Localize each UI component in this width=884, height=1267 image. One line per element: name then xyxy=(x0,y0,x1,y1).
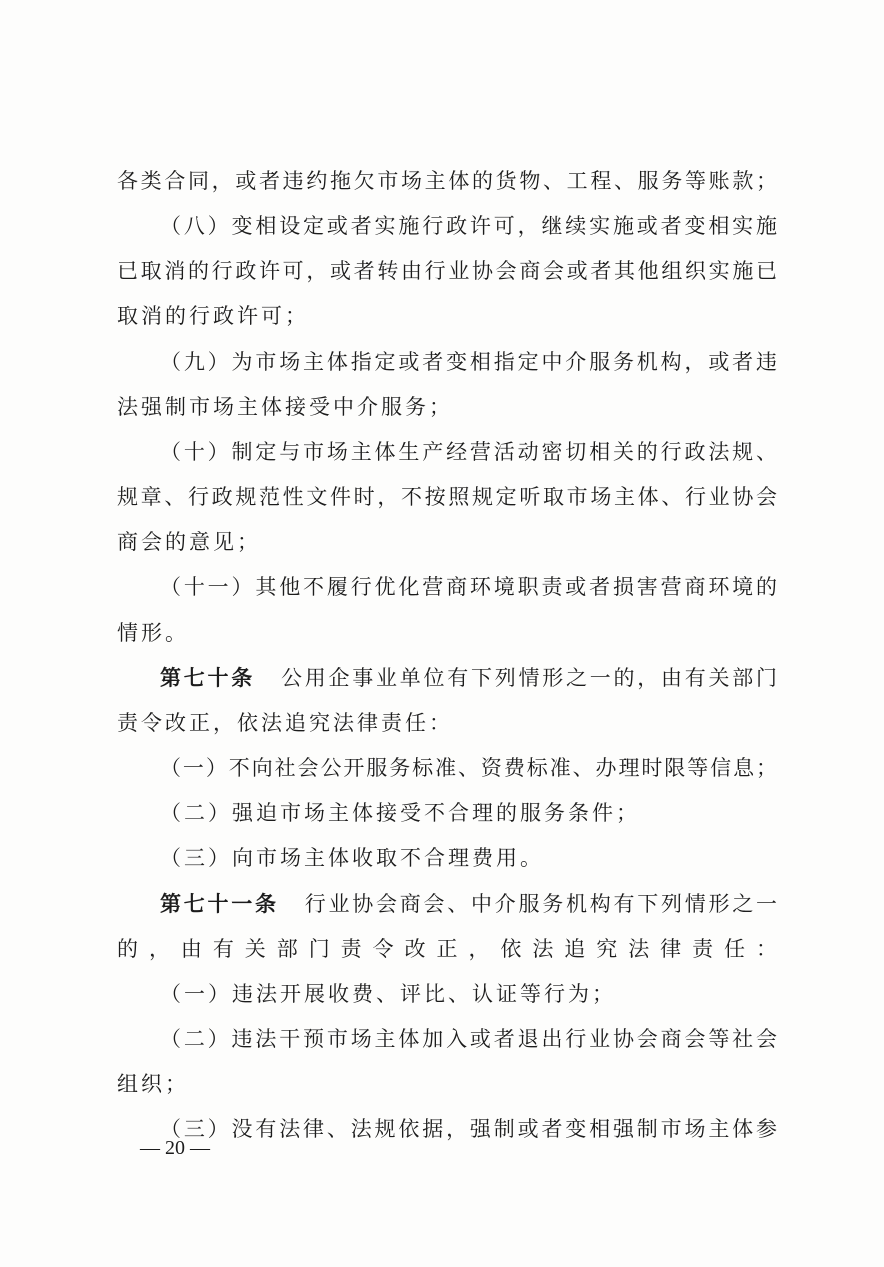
line-text: 规章、行政规范性文件时，不按照规定听取市场主体、行业协会 xyxy=(117,485,777,509)
list-item-three xyxy=(160,843,777,873)
line-text: （二）强迫市场主体接受不合理的服务条件； xyxy=(160,801,640,825)
article-71-number: 第七十一条 xyxy=(160,891,279,916)
list-item-two xyxy=(160,1024,777,1054)
line-text: （一）不向社会公开服务标准、资费标准、办理时限等信息； xyxy=(160,756,777,780)
list-item-three xyxy=(160,1114,777,1144)
page-number xyxy=(140,1135,210,1161)
text-line xyxy=(117,708,777,738)
list-item-one xyxy=(160,753,777,783)
line-text: 已取消的行政许可，或者转由行业协会商会或者其他组织实施已 xyxy=(117,259,777,283)
article-70-heading-line xyxy=(160,663,777,693)
text-line xyxy=(117,392,777,422)
line-text: 法强制市场主体接受中介服务； xyxy=(117,395,453,419)
list-item-ten xyxy=(160,437,777,467)
text-line xyxy=(117,934,777,964)
line-text: 的，由有关部门责令改正，依法追究法律责任： xyxy=(117,937,777,961)
list-item-eight xyxy=(160,211,777,241)
line-text: 公用企事业单位有下列情形之一的，由有关部门 xyxy=(281,666,777,690)
line-text: （十一）其他不履行优化营商环境职责或者损害营商环境的 xyxy=(160,575,777,599)
line-text: 组织； xyxy=(117,1072,189,1096)
line-text: （一）违法开展收费、评比、认证等行为； xyxy=(160,982,616,1006)
text-line xyxy=(117,166,777,196)
line-text: 商会的意见； xyxy=(117,530,261,554)
article-71-heading-line xyxy=(160,889,777,919)
page-number-dash-left: — xyxy=(140,1137,160,1159)
list-item-nine xyxy=(160,347,777,377)
line-text: 行业协会商会、中介服务机构有下列情形之一 xyxy=(304,892,777,916)
line-text: 取消的行政许可； xyxy=(117,304,309,328)
line-text: （二）违法干预市场主体加入或者退出行业协会商会等社会 xyxy=(160,1027,777,1051)
text-line xyxy=(117,256,777,286)
line-text: （三）没有法律、法规依据，强制或者变相强制市场主体参 xyxy=(160,1117,777,1141)
list-item-two xyxy=(160,798,777,828)
text-line xyxy=(117,618,777,648)
line-text: 各类合同，或者违约拖欠市场主体的货物、工程、服务等账款； xyxy=(117,169,777,193)
text-line xyxy=(117,482,777,512)
line-text: （三）向市场主体收取不合理费用。 xyxy=(160,846,544,870)
page-number-value: 20 xyxy=(165,1137,185,1159)
list-item-eleven xyxy=(160,572,777,602)
line-text: 情形。 xyxy=(117,621,189,645)
line-text: （八）变相设定或者实施行政许可，继续实施或者变相实施 xyxy=(160,214,777,238)
text-line xyxy=(117,301,777,331)
text-line xyxy=(117,1069,777,1099)
article-70-number: 第七十条 xyxy=(160,665,255,690)
line-text: （十）制定与市场主体生产经营活动密切相关的行政法规、 xyxy=(160,440,777,464)
page-number-dash-right: — xyxy=(190,1137,210,1159)
line-text: （九）为市场主体指定或者变相指定中介服务机构，或者违 xyxy=(160,350,777,374)
line-text: 责令改正，依法追究法律责任： xyxy=(117,711,453,735)
text-line xyxy=(117,527,777,557)
list-item-one xyxy=(160,979,777,1009)
